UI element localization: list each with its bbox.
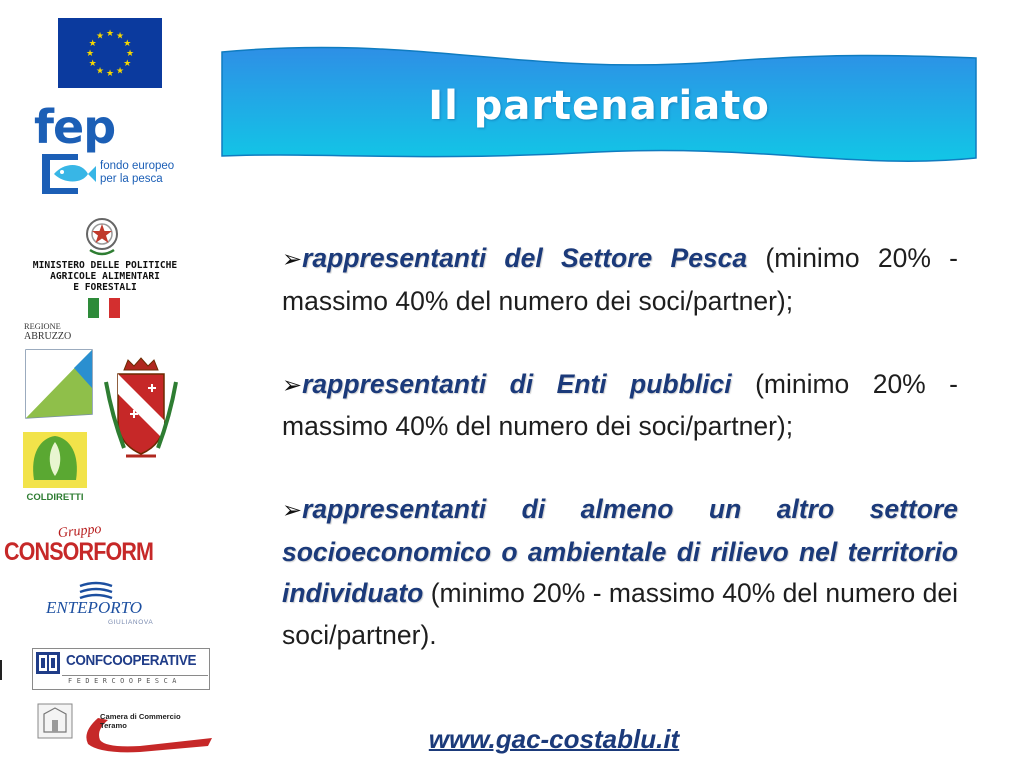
list-item	[282, 364, 958, 448]
item-emphasis: rappresentanti del Settore Pesca	[302, 243, 748, 273]
page-title: Il partenariato	[428, 83, 770, 129]
coldiretti-label: COLDIRETTI	[26, 492, 84, 503]
regione-line2: ABRUZZO	[24, 330, 72, 342]
coldiretti-logo-icon	[20, 428, 90, 490]
arrow-bullet-icon: ➢	[282, 371, 303, 399]
item-text: (minimo 20% - massimo 40% del numero dei soci/partner).	[282, 578, 958, 650]
consorform-word: CONSORFORM	[4, 538, 154, 566]
enteporto-word: ENTEPORTO	[46, 598, 143, 617]
fep-subtitle-line2: per la pesca	[100, 173, 163, 185]
teramo-crest-logo	[104, 356, 178, 468]
title-banner	[218, 40, 980, 176]
svg-text:★: ★	[115, 66, 125, 77]
confcooperative-logo	[32, 648, 208, 692]
building-icon	[36, 702, 76, 740]
enteporto-sub: GIULIANOVA	[108, 619, 154, 626]
svg-text:★: ★	[123, 39, 132, 49]
svg-text:★: ★	[105, 69, 115, 79]
svg-text:★: ★	[88, 39, 97, 49]
camera-text	[100, 712, 210, 730]
item-emphasis: rappresentanti di almeno un altro settore socioeconomico o ambientale di rilievo nel territorio individuato	[282, 494, 958, 608]
italian-flag-icon	[88, 298, 120, 318]
arrow-bullet-icon: ➢	[282, 497, 303, 524]
item-text: (minimo 20% - massimo 40% del numero dei soci/partner);	[282, 243, 958, 316]
consorform-small: Gruppo	[57, 521, 103, 542]
arrow-bullet-icon: ➢	[282, 246, 303, 273]
regione-abruzzo-logo	[24, 322, 94, 424]
edge-mark	[0, 660, 2, 680]
svg-text:★: ★	[85, 49, 95, 59]
coldiretti-logo	[20, 428, 90, 508]
svg-text:★: ★	[123, 59, 132, 69]
fep-subtitle-line1: fondo europeo	[100, 160, 175, 172]
svg-text:★: ★	[95, 66, 105, 77]
camera-line1: Camera di Commercio	[100, 712, 181, 721]
partnership-list	[282, 238, 958, 656]
fish-icon	[38, 150, 98, 196]
website-link[interactable]: www.gac-costablu.it	[428, 724, 680, 754]
shield-icon	[24, 348, 94, 420]
regione-label	[24, 322, 94, 341]
consorform-logo	[4, 521, 164, 574]
item-text: (minimo 20% - massimo 40% del numero dei soci/partner);	[282, 368, 958, 441]
camera-commercio-logo	[36, 700, 216, 756]
camera-line2: Teramo	[100, 721, 127, 730]
fep-subtitle	[100, 160, 180, 186]
fep-wordmark: fep	[34, 100, 116, 154]
ministero-text: MINISTERO DELLE POLITICHE AGRICOLE ALIMENTARI E FORESTALI	[32, 260, 178, 293]
svg-text:★: ★	[95, 31, 105, 42]
eu-flag-icon	[58, 18, 162, 88]
confcooperative-sub: FEDERCOOPESCA	[62, 675, 208, 686]
italian-emblem-icon	[84, 214, 120, 258]
crest-icon	[104, 356, 178, 468]
svg-text:★: ★	[115, 31, 125, 42]
item-emphasis: rappresentanti di Enti pubblici	[302, 368, 732, 399]
confcooperative-word: CONFCOOPERATIVE	[66, 652, 197, 669]
list-item	[282, 489, 958, 656]
list-item	[282, 238, 958, 322]
anchor-wave-icon	[76, 580, 116, 600]
eu-flag-logo	[58, 18, 162, 88]
svg-text:★: ★	[125, 49, 135, 59]
confcooperative-logo-icon	[36, 652, 60, 674]
regione-line1: REGIONE	[24, 322, 61, 331]
svg-text:★: ★	[88, 59, 97, 69]
fep-logo	[34, 100, 175, 196]
svg-text:★: ★	[105, 29, 115, 39]
enteporto-logo	[40, 580, 170, 632]
